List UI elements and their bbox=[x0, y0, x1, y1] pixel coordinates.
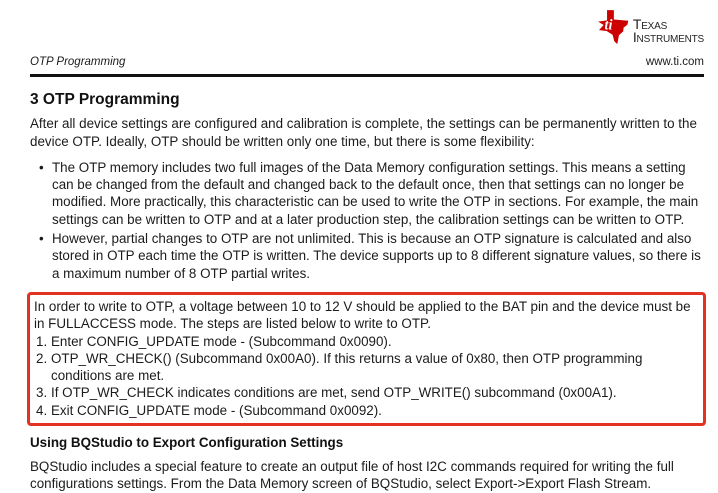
list-item bbox=[30, 230, 704, 282]
closing-paragraph: BQStudio includes a special feature to create an output file of host I2C commands required for writing the full configurations settings. From the Data Memory screen of BQStudio, select Export->Export Flash Stream. bbox=[30, 459, 674, 492]
bullet-icon: • bbox=[39, 231, 44, 247]
step-number: 4. bbox=[36, 402, 48, 418]
intro-paragraph: After all device settings are configured and calibration is complete, the settings can be permanently written to the device OTP. Ideally, OTP should be written only one time, but there is some flexibility: bbox=[30, 116, 697, 149]
step-text: OTP_WR_CHECK() (Subcommand 0x00A0). If this returns a value of 0x80, then OTP programming conditions are met. bbox=[51, 350, 643, 384]
svg-text:ti: ti bbox=[604, 17, 613, 34]
ti-logo bbox=[596, 9, 704, 47]
bullet-list bbox=[30, 159, 704, 282]
subsection-heading: Using BQStudio to Export Configuration Settings bbox=[30, 435, 344, 451]
section-heading: 3 OTP Programming bbox=[30, 91, 180, 109]
steps-list bbox=[34, 333, 699, 419]
header-doc-title: OTP Programming bbox=[30, 56, 126, 68]
bullet-text: The OTP memory includes two full images of the Data Memory configuration settings. This means a setting can be changed from the default and changed back to the default once, then that settings can no longer be modified. More practically, this characteristic can be used to write the OTP in sections. For example, the main settings can be written to OTP and at a later production step, the calibration settings can be written to OTP. bbox=[52, 159, 699, 227]
step-number: 3. bbox=[36, 385, 48, 401]
list-item bbox=[34, 333, 699, 350]
list-item bbox=[30, 159, 704, 228]
header-website-link[interactable]: www.ti.com bbox=[645, 56, 704, 68]
list-item bbox=[34, 350, 699, 385]
logo-wordmark bbox=[633, 9, 704, 43]
box-intro-paragraph: In order to write to OTP, a voltage between 10 to 12 V should be applied to the BAT pin and the device must be in FULLACCESS mode. The steps are listed below to write to OTP. bbox=[34, 298, 691, 332]
step-text: Enter CONFIG_UPDATE mode - (Subcommand 0x0090). bbox=[51, 333, 392, 349]
bullet-icon: • bbox=[39, 159, 44, 175]
list-item bbox=[34, 384, 699, 401]
list-item bbox=[34, 402, 699, 419]
highlight-annotation-box bbox=[27, 292, 706, 426]
running-header bbox=[30, 54, 704, 71]
step-text: Exit CONFIG_UPDATE mode - (Subcommand 0x0092). bbox=[51, 402, 382, 418]
step-number: 2. bbox=[36, 350, 48, 366]
bullet-text: However, partial changes to OTP are not unlimited. This is because an OTP signature is calculated and also stored in OTP each time the OTP is written. The device supports up to 8 different signature values, so there is a maximum number of 8 OTP partial writes. bbox=[52, 231, 701, 281]
logo-row bbox=[30, 0, 704, 47]
logo-wordmark-line1: Texas bbox=[632, 16, 668, 32]
header-rule bbox=[30, 74, 704, 77]
step-number: 1. bbox=[36, 333, 48, 349]
step-text: If OTP_WR_CHECK indicates conditions are met, send OTP_WRITE() subcommand (0x00A1). bbox=[51, 385, 617, 401]
logo-wordmark-line2: Instruments bbox=[632, 28, 704, 45]
texas-state-icon bbox=[596, 9, 630, 47]
